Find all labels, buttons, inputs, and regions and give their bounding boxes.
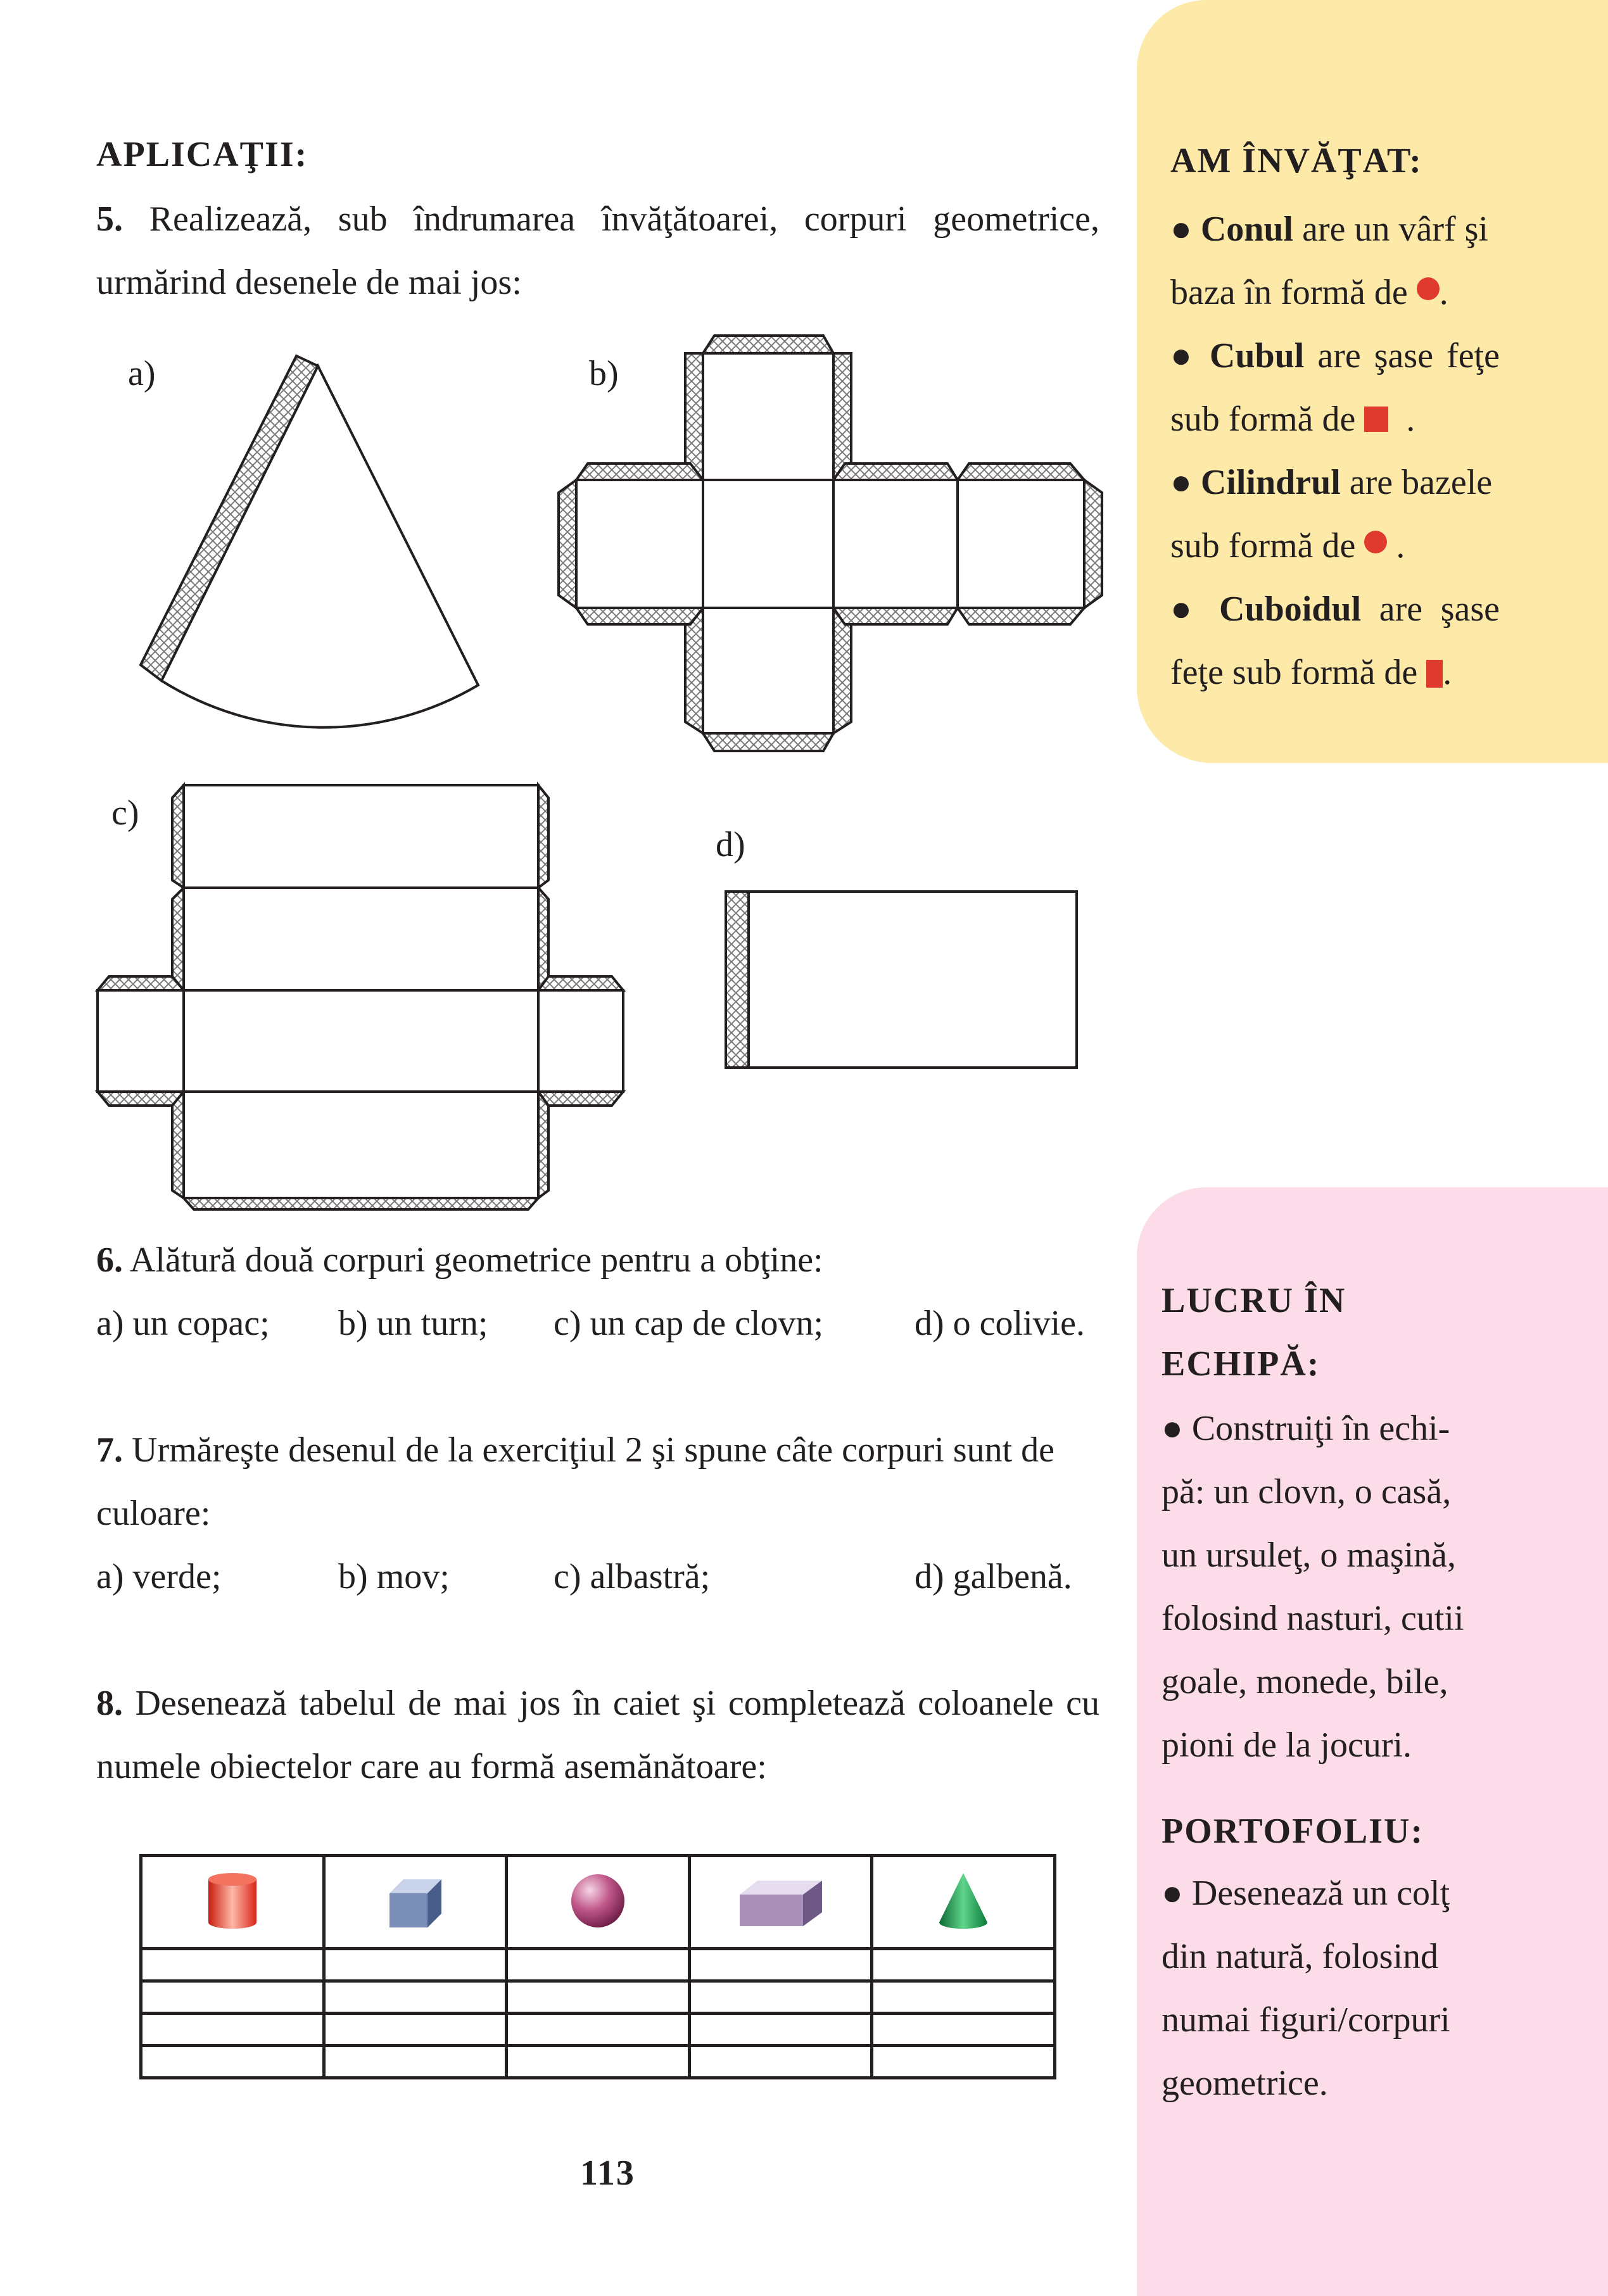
label-d: d) [716,825,745,864]
table-header-cylinder [141,1856,324,1949]
ex7-option-d: d) galbenă. [915,1557,1072,1596]
team-line-6: pioni de la jocuri. [1162,1725,1412,1765]
table-cell [872,1949,1055,1981]
label-c: c) [111,793,139,833]
table-cell [141,2014,324,2046]
label-b: b) [589,354,619,393]
cuboid-net [98,785,623,1209]
sphere-icon [566,1869,630,1933]
table-cell [872,2046,1055,2078]
learned-cylinder-line2: sub formă de . [1170,526,1405,565]
table-cell [141,2046,324,2078]
applications-heading: APLICAŢII: [96,135,308,174]
team-line-5: goale, monede, bile, [1162,1662,1448,1701]
portfolio-line-4: geometrice. [1162,2064,1328,2103]
bullet-icon: ● [1162,1874,1192,1913]
learned-heading: AM ÎNVĂŢAT: [1170,141,1422,180]
table-header-sphere [507,1856,690,1949]
team-line-3: un ursuleţ, o maşină, [1162,1536,1457,1575]
table-cell [689,1981,872,2014]
ex7-option-b: b) mov; [338,1557,450,1596]
ex6-line: 6. Alătură două corpuri geometrice pentru a obţine: [96,1240,823,1280]
label-a: a) [128,354,156,393]
learned-cuboid-line1: ● Cuboidul are şase [1170,590,1500,629]
cone-icon [932,1869,995,1933]
page-number: 113 [580,2154,635,2193]
bullet-icon: ● [1170,590,1220,629]
learned-cone-line1: ● Conul are un vârf şi [1170,210,1488,249]
table-cell [324,1981,507,2014]
team-line-2: pă: un clovn, o casă, [1162,1472,1452,1511]
ex5-line-1: 5. Realizează, sub îndrumarea învăţătoarei, corpuri geometrice, [96,199,1099,239]
learned-cuboid-line2: feţe sub formă de . [1170,653,1452,692]
team-line-4: folosind nasturi, cutii [1162,1599,1464,1638]
table-cell [689,2014,872,2046]
ex8-line-1: 8. Desenează tabelul de mai jos în caiet şi completează coloanele cu [96,1684,1100,1723]
ex6-option-d: d) o colivie. [915,1304,1086,1343]
learned-cube-line1: ● Cubul are şase feţe [1170,336,1500,375]
portfolio-line-1: ● Desenează un colţ [1162,1874,1450,1913]
ex7-line-1: 7. Urmăreşte desenul de la exerciţiul 2 şi spune câte corpuri sunt de [96,1430,1055,1470]
bullet-icon: ● [1170,210,1201,249]
table-header-cuboid [689,1856,872,1949]
cube-icon [383,1869,446,1933]
cube-net [559,336,1102,751]
bullet-icon: ● [1170,336,1210,375]
table-cell [507,2046,690,2078]
team-line-1: ● Construiţi în echi- [1162,1409,1450,1448]
table-cell [141,1949,324,1981]
ex6-option-c: c) un cap de clovn; [554,1304,824,1343]
portfolio-heading: PORTOFOLIU: [1162,1812,1424,1851]
table-cell [324,1949,507,1981]
table-header-cone [872,1856,1055,1949]
bullet-icon: ● [1162,1409,1192,1448]
ex6-option-a: a) un copac; [96,1304,270,1343]
table-cell [507,1981,690,2014]
cuboid-icon [733,1869,828,1933]
ex8-line-2: numele obiectelor care au formă asemănătoare: [96,1747,767,1786]
ex7-line-2: culoare: [96,1494,211,1533]
table-header-cube [324,1856,507,1949]
team-heading-1: LUCRU ÎN [1162,1281,1346,1320]
learned-cone-line2: baza în formă de . [1170,273,1448,312]
ex5-line-2: urmărind desenele de mai jos: [96,263,522,302]
cone-net [141,356,478,728]
table-cell [689,1949,872,1981]
learned-cube-line2: sub formă de . [1170,400,1415,439]
table-cell [507,2014,690,2046]
bullet-icon: ● [1170,463,1201,502]
shapes-table [139,1854,1056,2079]
team-heading-2: ECHIPĂ: [1162,1344,1320,1384]
cylinder-net [726,892,1077,1068]
table-cell [872,2014,1055,2046]
ex7-option-c: c) albastră; [554,1557,711,1596]
ex7-option-a: a) verde; [96,1557,222,1596]
table-cell [141,1981,324,2014]
ex6-option-b: b) un turn; [338,1304,488,1343]
portfolio-line-3: numai figuri/corpuri [1162,2000,1450,2040]
table-cell [689,2046,872,2078]
table-cell [872,1981,1055,2014]
learned-cylinder-line1: ● Cilindrul are bazele [1170,463,1493,502]
table-cell [324,2014,507,2046]
portfolio-line-2: din natură, folosind [1162,1937,1439,1976]
table-cell [507,1949,690,1981]
table-cell [324,2046,507,2078]
cylinder-icon [201,1869,264,1933]
